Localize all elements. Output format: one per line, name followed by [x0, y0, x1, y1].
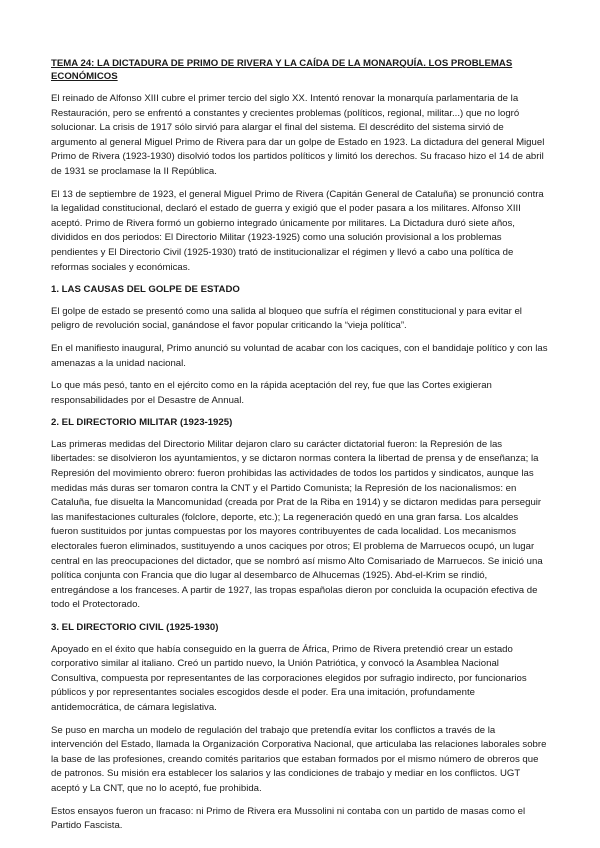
section-heading-directorio-civil: 3. EL DIRECTORIO CIVIL (1925-1930) — [51, 622, 219, 633]
directorio-civil-paragraph-3: Estos ensayos fueron un fracaso: ni Primo de Rivera era Mussolini ni contaba con un partido de masas como el Partido Fascista. — [51, 805, 526, 832]
causas-paragraph-1: El golpe de estado se presentó como una salida al bloqueo que sufría el régimen constitucional y para evitar el peligro de revolución social, ganándose el favor popular criticando la “vieja política”. — [51, 305, 522, 332]
directorio-civil-paragraph-1: Apoyado en el éxito que había conseguido en la guerra de África, Primo de Rivera pretendió crear un estado corporativo similar al italiano. Creó un partido nuevo, la Unión Patriótica, y convocó la Asamblea Nacional Consultiva, compuesta por representantes de las corporaciones elegidos por sufragio indirecto, por funcionarios públicos y por representantes sociales escogidos desde el poder. Era una imitación, profundamente antidemocrática, de cámara legislativa. — [51, 643, 527, 713]
causas-paragraph-2: En el manifiesto inaugural, Primo anunció su voluntad de acabar con los caciques, con el bandidaje político y con las amenazas a la unidad nacional. — [51, 342, 548, 369]
directorio-militar-paragraph-1: Las primeras medidas del Directorio Militar dejaron claro su carácter dictatorial fueron: la Represión de las libertades: se disolvieron los ayuntamientos, y se dictaron normas contera la libertad de prensa y de enseñanza; la Represión del movimiento obrero: fueron prohibidas las actividades de todos los partidos y sindicatos, aunque las medidas más duras ser tomaron contra la CNT y el Partido Comunista; la Represión de los nacionalismos: en Cataluña, fue disuelta la Mancomunidad (creada por Prat de la Riba en 1914) y se dictaron medidas para perseguir las manifestaciones culturales (folclore, deporte, etc.); La regeneración quedó en una gran farsa. Los alcaldes fueron sustituidos por juntas compuestas por los mayores contribuyentes de cada localidad. Los mecanismos electorales fueron eliminados, sustituyendo a unos caciques por otros; El problema de Marruecos ocupó, un lugar central en las preocupaciones del dictador, que se nombró así mismo Alto Comisariado de Marruecos. Se inició una política conjunta con Francia que dio lugar al desembarco de Alhucemas (1925). Abd-el-Krim se rindió, entregándose a los franceses. A partir de 1927, las tropas españolas dieron por concluida la ocupación efectiva de todo el Protectorado. — [51, 438, 543, 611]
section-heading-directorio-militar: 2. EL DIRECTORIO MILITAR (1923-1925) — [51, 417, 233, 429]
causas-paragraph-3: Lo que más pesó, tanto en el ejército como en la rápida aceptación del rey, fue que las Cortes exigieran responsabilidades por el Desastre de Annual. — [51, 380, 492, 406]
intro-paragraph-2: El 13 de septiembre de 1923, el general Miguel Primo de Rivera (Capitán General de Cataluña) se pronunció contra la legalidad constitucional, declaró el estado de guerra y exigió que el poder pasara a los militares. Alfonso XIII aceptó. Primo de Rivera formó un gobierno integrado únicamente por militares. La Dictadura duró siete años, divididos en dos periodos: El Directorio Militar (1923-1925) como una solución provisional a los problemas pendientes y El Directorio Civil (1925-1930) trató de institucionalizar el régimen y llevó a cabo una política de reformas sociales y económicas. — [51, 188, 544, 273]
document-page — [51, 57, 548, 842]
intro-paragraph-1: El reinado de Alfonso XIII cubre el primer tercio del siglo XX. Intentó renovar la monarquía parlamentaria de la Restauración, pero se enfrentó a constantes y crecientes problemas (políticos, regional, militar...) que no logró solucionar. La crisis de 1917 sólo sirvió para alargar el final del sistema. El descrédito del sistema sirvió de argumento al general Miguel Primo de Rivera para dar un golpe de Estado en 1923. La dictadura del general Miguel Primo de Rivera (1923-1930) disolvió todos los partidos políticos y limitó los derechos. Su fracaso hizo el 14 de abril de 1931 se proclamase la II República. — [51, 93, 545, 177]
directorio-civil-paragraph-2: Se puso en marcha un modelo de regulación del trabajo que pretendía evitar los conflictos a través de la intervención del Estado, llamada la Organización Corporativa Nacional, que articulaba las relaciones laborales sobre la base de las profesiones, creando comités paritarios que estaban formados por el mismo número de obreros que de patronos. Su misión era establecer los salarios y las condiciones de trabajo y mediar en los conflictos. UGT aceptó y La CNT, que no lo aceptó, fue prohibida. — [51, 724, 547, 794]
section-heading-causas: 1. LAS CAUSAS DEL GOLPE DE ESTADO — [51, 284, 240, 296]
document-title: TEMA 24: LA DICTADURA DE PRIMO DE RIVERA Y LA CAÍDA DE LA MONARQUÍA. LOS PROBLEMAS ECONÓMICOS — [51, 58, 513, 82]
